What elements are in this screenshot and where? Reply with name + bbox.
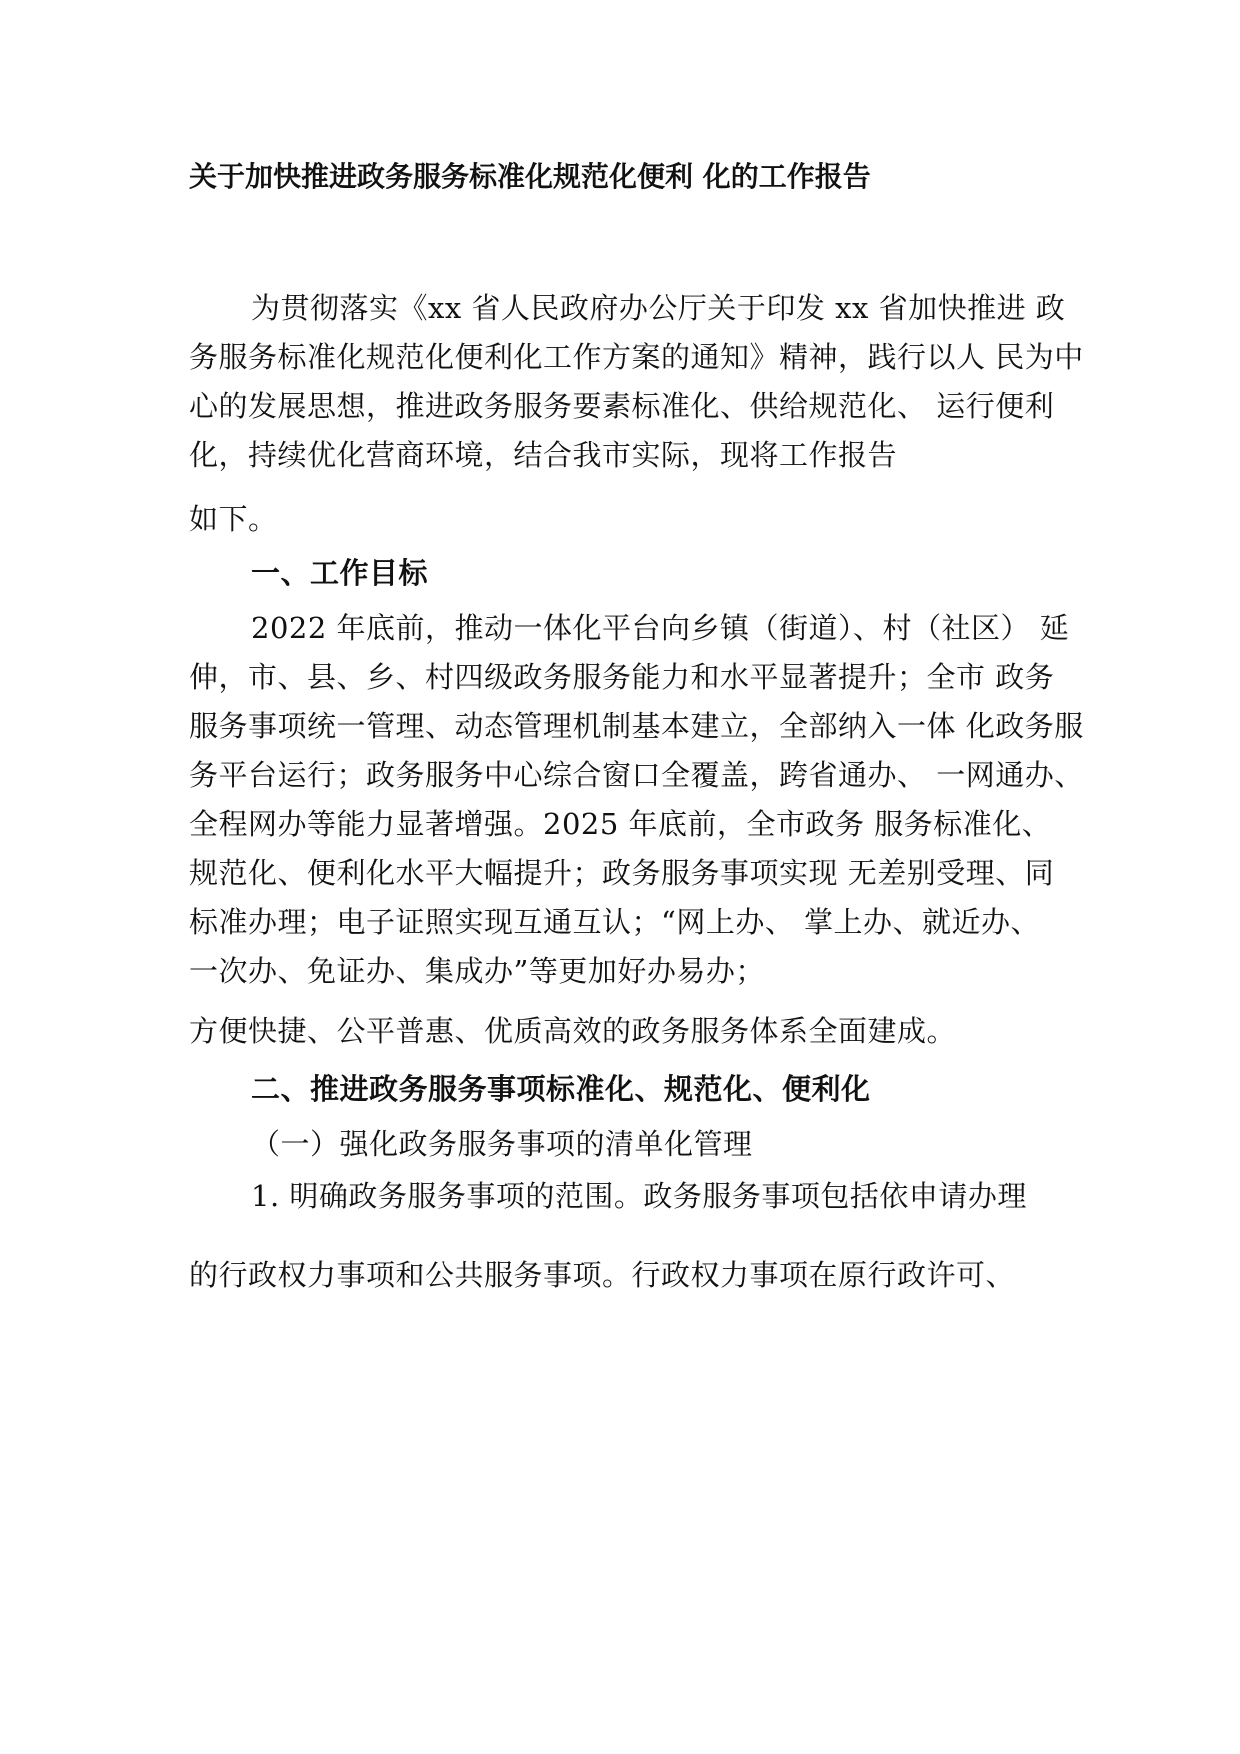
paragraph-line: 心的发展思想，推进政务服务要素标准化、供给规范化、 运行便利 bbox=[189, 389, 1055, 423]
paragraph-line: 1. 明确政务服务事项的范围。政务服务事项包括依申请办理 bbox=[251, 1179, 1027, 1213]
section-heading: 一、工作目标 bbox=[251, 556, 429, 590]
paragraph-line: 务服务标准化规范化便利化工作方案的通知》精神，践行以人 民为中 bbox=[189, 340, 1084, 374]
paragraph-line: 的行政权力事项和公共服务事项。行政权力事项在原行政许可、 bbox=[189, 1258, 1016, 1292]
paragraph-line: 化，持续优化营商环境，结合我市实际，现将工作报告 bbox=[189, 438, 898, 472]
paragraph-line: 如下。 bbox=[189, 502, 278, 536]
paragraph-line: 一次办、免证办、集成办”等更加好办易办； bbox=[189, 954, 765, 988]
paragraph-line: 为贯彻落实《xx 省人民政府办公厅关于印发 xx 省加快推进 政 bbox=[251, 291, 1066, 325]
paragraph-line: 2022 年底前，推动一体化平台向乡镇（街道）、村（社区） 延 bbox=[251, 611, 1070, 645]
section-heading: 二、推进政务服务事项标准化、规范化、便利化 bbox=[251, 1072, 871, 1106]
paragraph-line: 伸，市、县、乡、村四级政务服务能力和水平显著提升；全市 政务 bbox=[189, 660, 1055, 694]
document-title: 关于加快推进政务服务标准化规范化便利 化的工作报告 bbox=[189, 160, 871, 193]
paragraph-line: 务平台运行；政务服务中心综合窗口全覆盖，跨省通办、 一网通办、 bbox=[189, 758, 1084, 792]
paragraph-line: 全程网办等能力显著增强。2025 年底前，全市政务 服务标准化、 bbox=[189, 807, 1052, 841]
subsection-heading: （一）强化政务服务事项的清单化管理 bbox=[251, 1127, 753, 1161]
paragraph-line: 规范化、便利化水平大幅提升；政务服务事项实现 无差别受理、同 bbox=[189, 856, 1055, 890]
paragraph-line: 服务事项统一管理、动态管理机制基本建立，全部纳入一体 化政务服 bbox=[189, 709, 1084, 743]
paragraph-line: 标准办理；电子证照实现互通互认；“网上办、 掌上办、就近办、 bbox=[189, 905, 1041, 939]
paragraph-line: 方便快捷、公平普惠、优质高效的政务服务体系全面建成。 bbox=[189, 1014, 957, 1048]
